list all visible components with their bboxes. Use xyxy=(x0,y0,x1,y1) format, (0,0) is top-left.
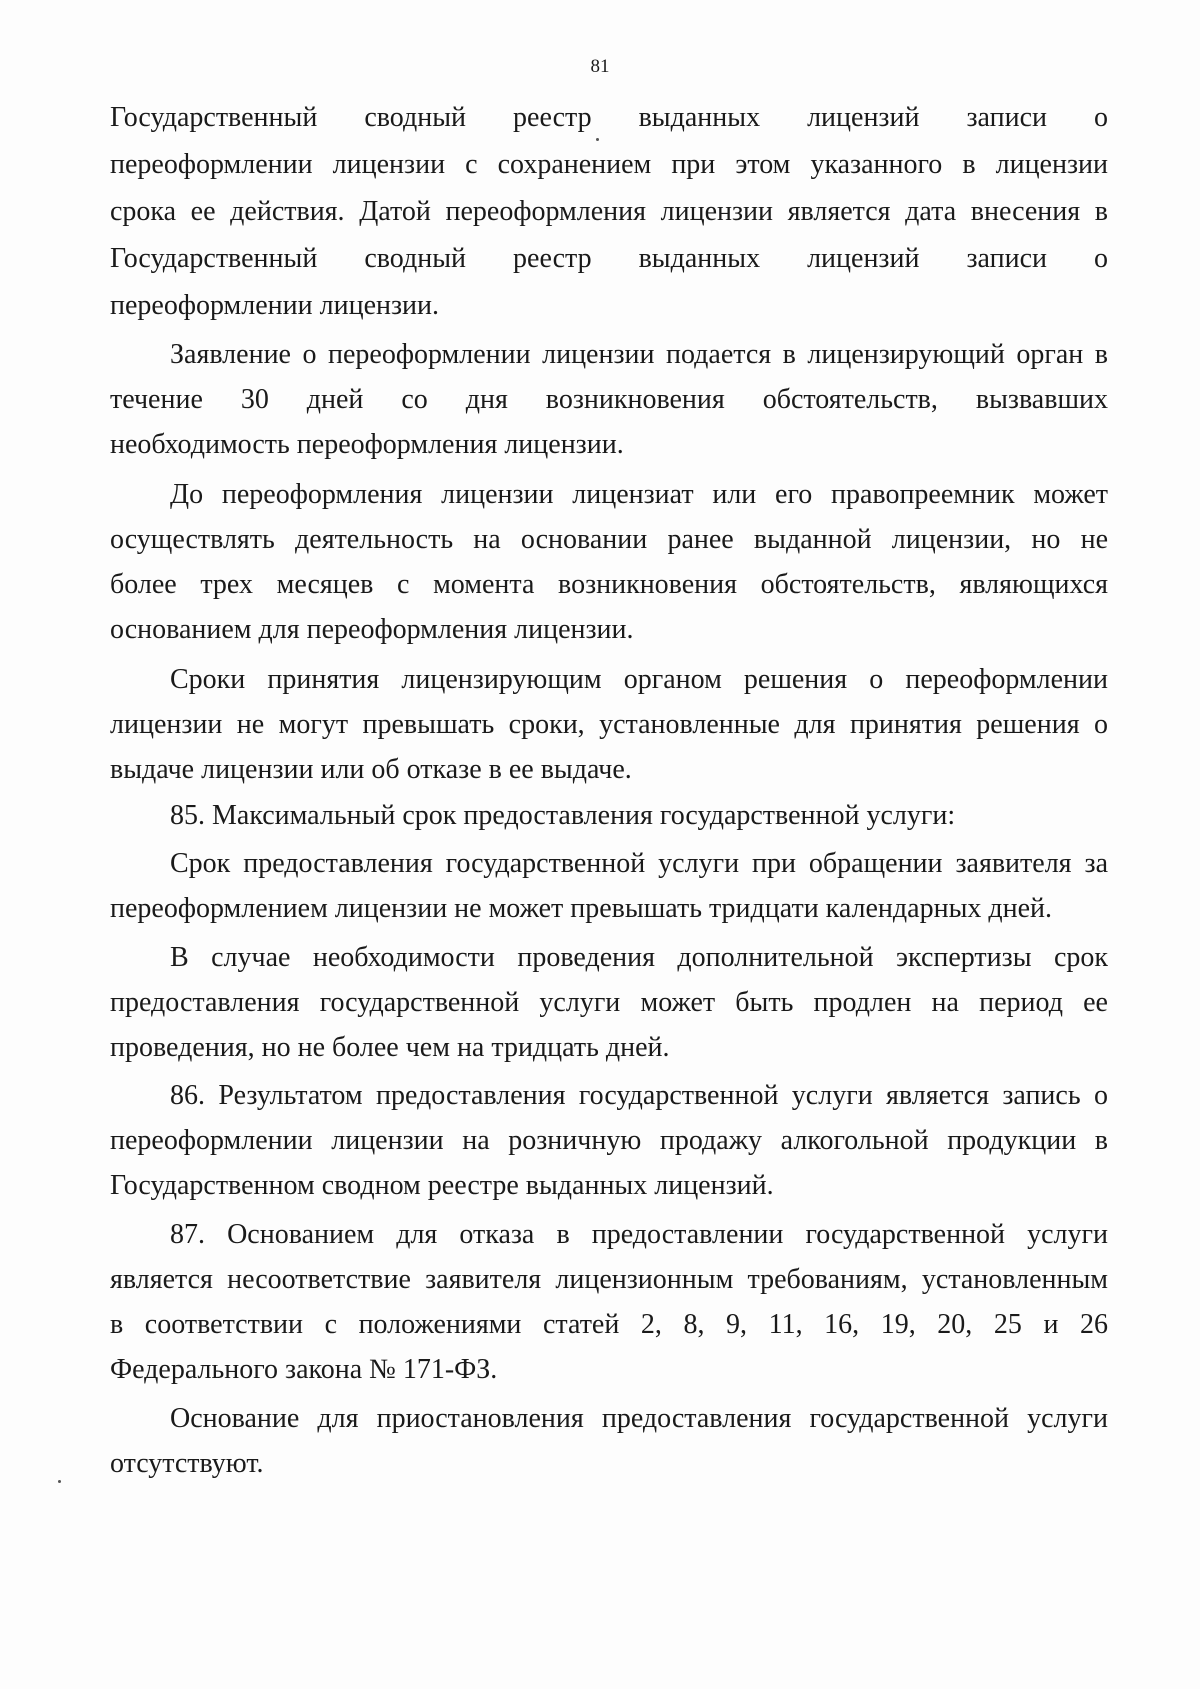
text-line: необходимость переоформления лицензии. xyxy=(110,429,624,460)
text-line: переоформлением лицензии не может превышать тридцати календарных дней. xyxy=(110,893,1053,924)
text-line: лицензии не могут превышать сроки, установленные для принятия решения о xyxy=(110,709,1108,740)
paragraph-first-line: Основание для приостановления предоставления государственной услуги xyxy=(170,1403,1108,1434)
text-line: переоформлении лицензии с сохранением при этом указанного в лицензии xyxy=(110,149,1108,180)
section-85-heading: 85. Максимальный срок предоставления государственной услуги: xyxy=(170,800,956,831)
paragraph-first-line: До переоформления лицензии лицензиат или его правопреемник может xyxy=(170,479,1108,510)
text-line: течение 30 дней со дня возникновения обстоятельств, вызвавших xyxy=(110,384,1108,415)
scan-speck xyxy=(58,1480,61,1483)
section-86-first-line: 86. Результатом предоставления государственной услуги является запись о xyxy=(170,1080,1108,1111)
text-line: Государственный сводный реестр выданных лицензий записи о xyxy=(110,243,1108,274)
text-line: Государственный сводный реестр выданных лицензий записи о xyxy=(110,102,1108,133)
paragraph-first-line: Заявление о переоформлении лицензии подается в лицензирующий орган в xyxy=(170,339,1108,370)
paragraph-first-line: В случае необходимости проведения дополнительной экспертизы срок xyxy=(170,942,1108,973)
paragraph-first-line: Срок предоставления государственной услуги при обращении заявителя за xyxy=(170,848,1108,879)
paragraph-first-line: Сроки принятия лицензирующим органом решения о переоформлении xyxy=(170,664,1108,695)
text-line: отсутствуют. xyxy=(110,1448,264,1479)
text-line: основанием для переоформления лицензии. xyxy=(110,614,634,645)
text-line: проведения, но не более чем на тридцать дней. xyxy=(110,1032,670,1063)
text-line: выдаче лицензии или об отказе в ее выдаче. xyxy=(110,754,632,785)
page-number: 81 xyxy=(590,56,610,77)
text-line: срока ее действия. Датой переоформления лицензии является дата внесения в xyxy=(110,196,1108,227)
text-line: Государственном сводном реестре выданных лицензий. xyxy=(110,1170,774,1201)
text-line: является несоответствие заявителя лицензионным требованиям, установленным xyxy=(110,1264,1108,1295)
text-line: осуществлять деятельность на основании ранее выданной лицензии, но не xyxy=(110,524,1108,555)
text-line: предоставления государственной услуги может быть продлен на период ее xyxy=(110,987,1108,1018)
text-line: в соответствии с положениями статей 2, 8, 9, 11, 16, 19, 20, 25 и 26 xyxy=(110,1309,1108,1340)
section-87-first-line: 87. Основанием для отказа в предоставлении государственной услуги xyxy=(170,1219,1108,1250)
text-line: более трех месяцев с момента возникновения обстоятельств, являющихся xyxy=(110,569,1108,600)
scan-speck xyxy=(596,138,599,141)
text-line: Федерального закона № 171-ФЗ. xyxy=(110,1354,498,1385)
text-line: переоформлении лицензии. xyxy=(110,290,440,321)
text-line: переоформлении лицензии на розничную продажу алкогольной продукции в xyxy=(110,1125,1108,1156)
